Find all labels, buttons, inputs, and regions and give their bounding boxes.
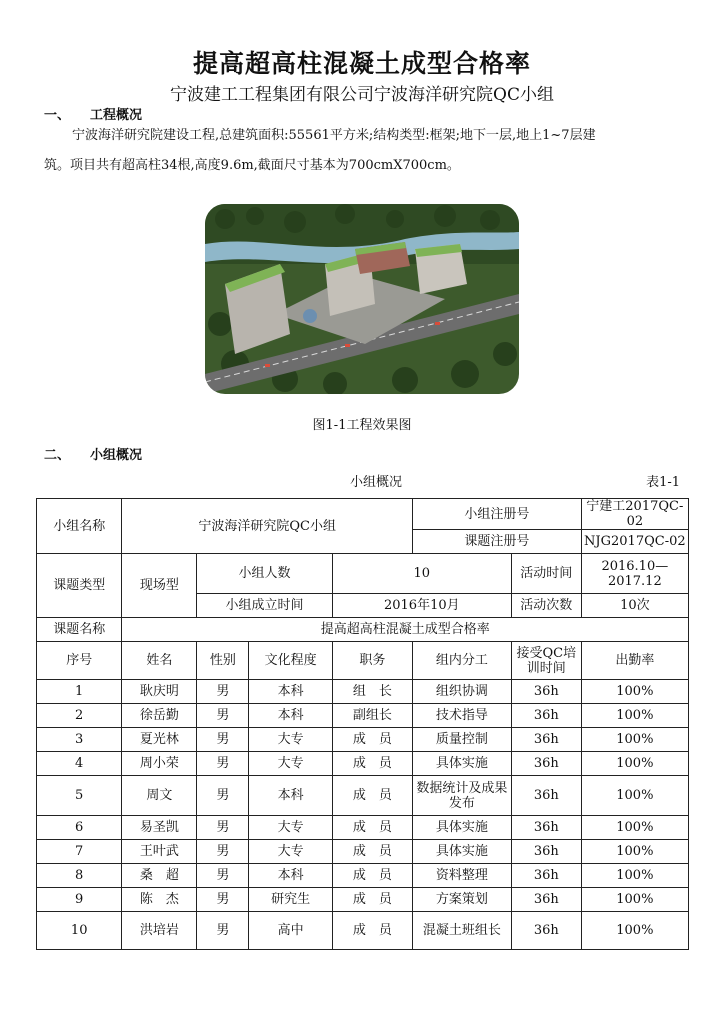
member-position: 成 员 <box>332 752 412 776</box>
header-education: 文化程度 <box>249 642 332 680</box>
table-row <box>37 888 689 912</box>
table-row <box>37 840 689 864</box>
overview-line-2: 筑。项目共有超高柱34根,高度9.6m,截面尺寸基本为700cmX700cm。 <box>44 158 460 173</box>
member-attendance: 100% <box>581 912 688 950</box>
document-subtitle: 宁波建工工程集团有限公司宁波海洋研究院QC小组 <box>170 85 554 105</box>
member-name: 周小荣 <box>122 752 197 776</box>
member-gender: 男 <box>197 864 249 888</box>
member-name: 陈 杰 <box>122 888 197 912</box>
member-name: 耿庆明 <box>122 680 197 704</box>
header-index: 序号 <box>37 642 122 680</box>
section-2-number: 二、 <box>44 448 71 463</box>
member-index: 3 <box>37 728 122 752</box>
group-name-label: 小组名称 <box>37 499 122 554</box>
member-role: 具体实施 <box>412 816 511 840</box>
member-name: 易圣凯 <box>122 816 197 840</box>
table-row <box>37 864 689 888</box>
topic-reg-label: 课题注册号 <box>412 530 581 554</box>
header-gender: 性别 <box>197 642 249 680</box>
topic-type-value: 现场型 <box>122 554 197 618</box>
overview-paragraph <box>44 121 694 181</box>
member-training: 36h <box>511 816 581 840</box>
table-caption: 小组概况 <box>350 475 403 490</box>
section-2-heading <box>44 444 142 463</box>
section-1-number: 一、 <box>44 108 71 123</box>
member-gender: 男 <box>197 728 249 752</box>
table-row <box>37 680 689 704</box>
member-name: 周文 <box>122 776 197 816</box>
member-education: 大专 <box>249 840 332 864</box>
table-row <box>37 728 689 752</box>
member-index: 8 <box>37 864 122 888</box>
founded-value: 2016年10月 <box>332 594 511 618</box>
member-index: 4 <box>37 752 122 776</box>
member-role: 资料整理 <box>412 864 511 888</box>
topic-name-value: 提高超高柱混凝土成型合格率 <box>122 618 689 642</box>
group-reg-value: 宁建工2017QC-02 <box>581 499 688 530</box>
member-training: 36h <box>511 704 581 728</box>
member-gender: 男 <box>197 680 249 704</box>
aerial-view-illustration <box>205 204 519 394</box>
member-training: 36h <box>511 888 581 912</box>
member-education: 大专 <box>249 752 332 776</box>
table-row <box>37 704 689 728</box>
project-rendering-image <box>205 204 519 394</box>
group-reg-label: 小组注册号 <box>412 499 581 530</box>
header-name: 姓名 <box>122 642 197 680</box>
table-row <box>37 776 689 816</box>
member-education: 研究生 <box>249 888 332 912</box>
member-training: 36h <box>511 864 581 888</box>
member-index: 7 <box>37 840 122 864</box>
member-education: 大专 <box>249 816 332 840</box>
member-name: 桑 超 <box>122 864 197 888</box>
member-position: 副组长 <box>332 704 412 728</box>
member-education: 本科 <box>249 680 332 704</box>
member-training: 36h <box>511 840 581 864</box>
member-gender: 男 <box>197 776 249 816</box>
activity-count-label: 活动次数 <box>511 594 581 618</box>
member-training: 36h <box>511 912 581 950</box>
activity-count-value: 10次 <box>581 594 688 618</box>
member-gender: 男 <box>197 752 249 776</box>
table-row <box>37 499 689 530</box>
member-name: 王叶武 <box>122 840 197 864</box>
member-name: 洪培岩 <box>122 912 197 950</box>
member-role: 组织协调 <box>412 680 511 704</box>
member-index: 10 <box>37 912 122 950</box>
member-gender: 男 <box>197 816 249 840</box>
member-attendance: 100% <box>581 864 688 888</box>
member-role: 方案策划 <box>412 888 511 912</box>
member-attendance: 100% <box>581 840 688 864</box>
table-number: 表1-1 <box>646 475 680 490</box>
member-name: 夏光林 <box>122 728 197 752</box>
member-training: 36h <box>511 752 581 776</box>
members-count-value: 10 <box>332 554 511 594</box>
member-attendance: 100% <box>581 704 688 728</box>
group-info-table <box>36 498 689 950</box>
member-attendance: 100% <box>581 816 688 840</box>
member-training: 36h <box>511 680 581 704</box>
member-role: 技术指导 <box>412 704 511 728</box>
member-role: 混凝土班组长 <box>412 912 511 950</box>
member-attendance: 100% <box>581 752 688 776</box>
member-attendance: 100% <box>581 728 688 752</box>
member-education: 本科 <box>249 704 332 728</box>
member-position: 成 员 <box>332 864 412 888</box>
header-position: 职务 <box>332 642 412 680</box>
member-training: 36h <box>511 776 581 816</box>
founded-label: 小组成立时间 <box>197 594 332 618</box>
member-role: 质量控制 <box>412 728 511 752</box>
member-position: 组 长 <box>332 680 412 704</box>
activity-time-value: 2016.10—2017.12 <box>581 554 688 594</box>
member-training: 36h <box>511 728 581 752</box>
table-row <box>37 554 689 594</box>
member-index: 5 <box>37 776 122 816</box>
member-position: 成 员 <box>332 840 412 864</box>
member-role: 具体实施 <box>412 840 511 864</box>
topic-type-label: 课题类型 <box>37 554 122 618</box>
topic-reg-value: NJG2017QC-02 <box>581 530 688 554</box>
section-1-title: 工程概况 <box>90 108 143 123</box>
figure-caption: 图1-1工程效果图 <box>312 418 412 433</box>
member-position: 成 员 <box>332 728 412 752</box>
header-training: 接受QC培训时间 <box>511 642 581 680</box>
member-index: 6 <box>37 816 122 840</box>
member-gender: 男 <box>197 912 249 950</box>
member-header-row <box>37 642 689 680</box>
member-education: 本科 <box>249 776 332 816</box>
member-education: 本科 <box>249 864 332 888</box>
member-position: 成 员 <box>332 816 412 840</box>
activity-time-label: 活动时间 <box>511 554 581 594</box>
member-role: 数据统计及成果发布 <box>412 776 511 816</box>
topic-name-label: 课题名称 <box>37 618 122 642</box>
header-attendance: 出勤率 <box>581 642 688 680</box>
header-role: 组内分工 <box>412 642 511 680</box>
group-name-value: 宁波海洋研究院QC小组 <box>122 499 413 554</box>
table-row <box>37 912 689 950</box>
member-position: 成 员 <box>332 912 412 950</box>
table-row <box>37 816 689 840</box>
member-attendance: 100% <box>581 680 688 704</box>
member-gender: 男 <box>197 888 249 912</box>
overview-line-1: 宁波海洋研究院建设工程,总建筑面积:55561平方米;结构类型:框架;地下一层,地上1~7层建 <box>72 128 596 143</box>
member-position: 成 员 <box>332 776 412 816</box>
member-attendance: 100% <box>581 888 688 912</box>
members-count-label: 小组人数 <box>197 554 332 594</box>
member-index: 9 <box>37 888 122 912</box>
member-position: 成 员 <box>332 888 412 912</box>
table-row <box>37 752 689 776</box>
member-index: 1 <box>37 680 122 704</box>
member-gender: 男 <box>197 704 249 728</box>
member-gender: 男 <box>197 840 249 864</box>
member-attendance: 100% <box>581 776 688 816</box>
section-2-title: 小组概况 <box>90 448 143 463</box>
document-title: 提高超高柱混凝土成型合格率 <box>192 49 531 78</box>
member-name: 徐岳勤 <box>122 704 197 728</box>
member-education: 高中 <box>249 912 332 950</box>
member-index: 2 <box>37 704 122 728</box>
member-education: 大专 <box>249 728 332 752</box>
table-row <box>37 618 689 642</box>
member-role: 具体实施 <box>412 752 511 776</box>
